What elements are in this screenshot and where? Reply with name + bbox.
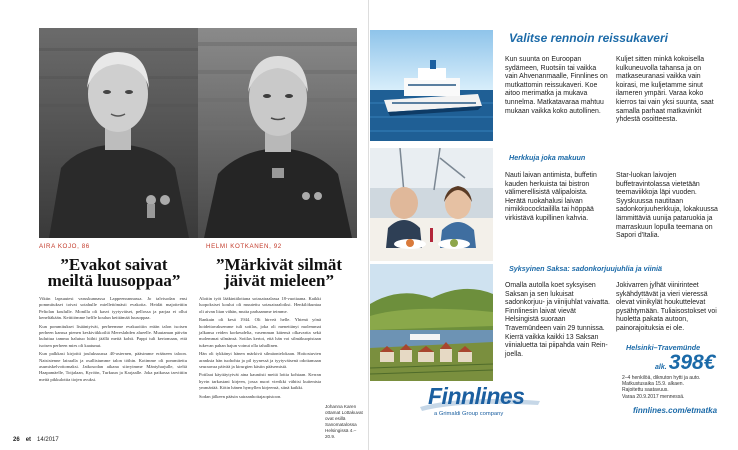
article-paragraph: Kun pommitukset lisääntyivät, perheemme evakuoitiin erään talon isoisen perheen kanssa pienen keskiviikkoiltä Mereslahden alueelle. Muutaman päivän kuluttua tamma halutuo hiihti jäällä meitä kohti. Pappi tuli kertomaan, että isoisen perheen mies oli kaatunut. xyxy=(39,323,187,348)
magazine-name: et xyxy=(25,437,32,443)
profile-caption-name: HELMI KOTKANEN, 92 xyxy=(206,243,282,250)
page-number: 26 xyxy=(13,437,20,443)
offer-term-line: Matkustusaika 15.9. alkaen. xyxy=(622,381,684,388)
ad-title: Valitse rennoin reissukaveri xyxy=(509,31,668,45)
profile-caption-name: AIRA KOJO, 86 xyxy=(39,243,90,250)
article-paragraph: Aloitin työt lääkintälottana sotasairaalassa 18-vuotiaana. Kaikki luopoksiset koulut oli muutettu sotasairaaloiksi. Henkilökuntaa oli aivan liian vähän, mutta parhaamme teimme. xyxy=(199,296,321,314)
ad-section-heading: Syksyinen Saksa: sadonkorjuujuhlia ja viiniä xyxy=(509,264,662,273)
finnlines-logo xyxy=(420,381,544,427)
article-paragraph: Sodan jälkeen pääsin sairaanhoitajaopistoon. xyxy=(199,393,282,399)
ad-intro-text: Kuljet sitten minkä kokoisella kulkuneuvolla tahansa ja on matkaseuranasi vaikka vain koirasi, me kuljetamme sinut ilameren ympäri. Varaa koko kierros tai vain yksi suunta, saat samalla parhaat matkavinkit yhdestä osoitteesta. xyxy=(616,56,714,124)
ad-intro-text: Kun suunta on Euroopan sydämeen, Ruotsiin tai vaikka vain Ahvenanmaalle, Finnlines on mutkattomin reissukaveri. Koe aitoo merimatka ja mukava tunnelma. Matkatavaraa mahtuu mukaan vaikka koko autollinen. xyxy=(505,56,608,115)
offer-term-line: Varaa 20.9.2017 mennessä. xyxy=(622,393,685,400)
article-headline: ”Evakot saivat meiltä luusoppaa” xyxy=(47,255,181,290)
brand-name: Finnlines xyxy=(428,383,525,409)
portrait-photo-aira xyxy=(39,28,198,238)
offer-price xyxy=(655,351,715,375)
ad-section-text: Nauti laivan antimista, buffetin kauden herkuista tai bistron välimerellisistä välipaloista. Herätä ruokahalusi laivan nimikkococktaililla tai höppää virkistävä kupillinen kahvia. xyxy=(505,172,597,222)
offer-url-link[interactable]: finnlines.com/etmatka xyxy=(633,406,718,415)
brand-tagline: a Grimaldi Group company xyxy=(434,411,504,417)
offer-price-amount: 398€ xyxy=(668,351,716,374)
portrait-photo-helmi xyxy=(198,28,357,238)
photo-credit-caption: Johanna Karen ottamat Lottakuvat ovat esillä Sanomatalossa Helsingissä 4.–20.9. xyxy=(325,404,363,439)
offer-terms xyxy=(622,375,730,400)
ferry-photo xyxy=(370,30,493,141)
spread-gutter xyxy=(368,0,369,450)
offer-route: Helsinki–Travemünde xyxy=(626,343,701,352)
offer-price-prefix: alk. xyxy=(655,364,667,371)
ad-section-text: Star-luokan laivojen buffetravintolassa vietetään teemaviikkoja läpi vuoden. Syyskuussa nautitaan sadonkorjuuherkkuja, lokakuussa lämmittäviä uunija pataruokia ja marraskuun lopulla teemana on Sapori d'Italia. xyxy=(616,172,718,240)
ad-section-text: Omalla autolla koet syksyisen Saksan ja sen lukuisat sadonkorjuu- ja viinijuhlat vaivatta. Finnlinesin laivat vievät Helsingistä suoraan Travemündeen vain 29 tunnissa. Kierrä vaikka kaikki 13 Saksan viinialuetta tai piipahda vain Rein-joella. xyxy=(505,282,610,358)
article-body xyxy=(199,296,321,402)
offer-term-line: Rajoitettu saatavuus. xyxy=(622,387,669,394)
page-folio xyxy=(13,437,59,443)
article-headline: ”Märkivät silmät jäivät mieleen” xyxy=(215,255,343,290)
article-paragraph: Kun palkkasi kirjoitti jouluksuussa 40-asiernen, pääsimme erääseen taloon. Naisistenne lairaalla ja osallistumme talon töihin. Kotimme oli pommitettu asumiskelvottomaksi. Jatkosodan aikana siirryimme Mäntyharjulle, sieltä Haapamäelle, Toijalaan, Kyröön, Turkuun ja Karjaalle. Joka paikassa tarvittiin meitä pikkulottia tiojen avuksi. xyxy=(39,351,187,382)
offer-term-line: 2–4 henkilöä, diknuton hytti ja auto. xyxy=(622,375,701,381)
issue-number: 14/2017 xyxy=(37,437,59,443)
article-paragraph: Hän oli tykkänyt hänen märkivä silmäontelokaan. Hoitostuvien aranksia hän tuohohta ja pil tyynessä ja tyytyväisenä odottamaan seuraavaa päivää ja kirurgien käsiin pääsemistä. xyxy=(199,351,321,370)
article-body xyxy=(39,296,187,385)
article-paragraph: Viktin lapsuutesi varuskunnassa Lappeenrannassa. Jo talvisodan ensi pommitukset toivat sotahulle miellettömästi evakoita. Heidät majoitettiin Peltolan koululle. Monilla oli kasvi tyytyväiset, pellossa ja parjaa ei ollut keneltäkään. Keittiömme helfle koulun keittämää luusoppaa. xyxy=(39,296,187,321)
article-paragraph: Rankain oli kesä 1944. Oli hirveä helle. Yhtenä yönä hoidettavaksemme tuli sotilas, joka oli menettänyt molemmat jalkansa reiden korkeudelta, vasemman kätensä olkavartta sekä molemmat silmänsä. Sotilas kertoi, että hän voi silmäkuopistaan tukevan pahan hajun voinut olla tahallinen. xyxy=(199,317,321,348)
river-village-photo xyxy=(370,264,493,381)
ad-section-heading: Herkkuja joka makuun xyxy=(509,153,586,162)
dining-photo xyxy=(370,148,493,261)
ad-section-text: Jokivarren jylhät viinirinteet sykähdyttävät ja vieri vieressä olevat viinikylät houkuttelevat pysähtymään. Tuliaisostokset voi huoletta pakata autoon, painorajoituksia ei ole. xyxy=(616,282,717,332)
article-paragraph: Potilaat käyttäytyivät aina kauniisti meitä lottia kohtaan. Kerran hyvin tarkastani kirjeen, jossa nuori vierikki vähitsi kuitenista ymmärtää. Kötin hänen hymyllen kirjeensä, siinä kaikki. xyxy=(199,372,321,391)
